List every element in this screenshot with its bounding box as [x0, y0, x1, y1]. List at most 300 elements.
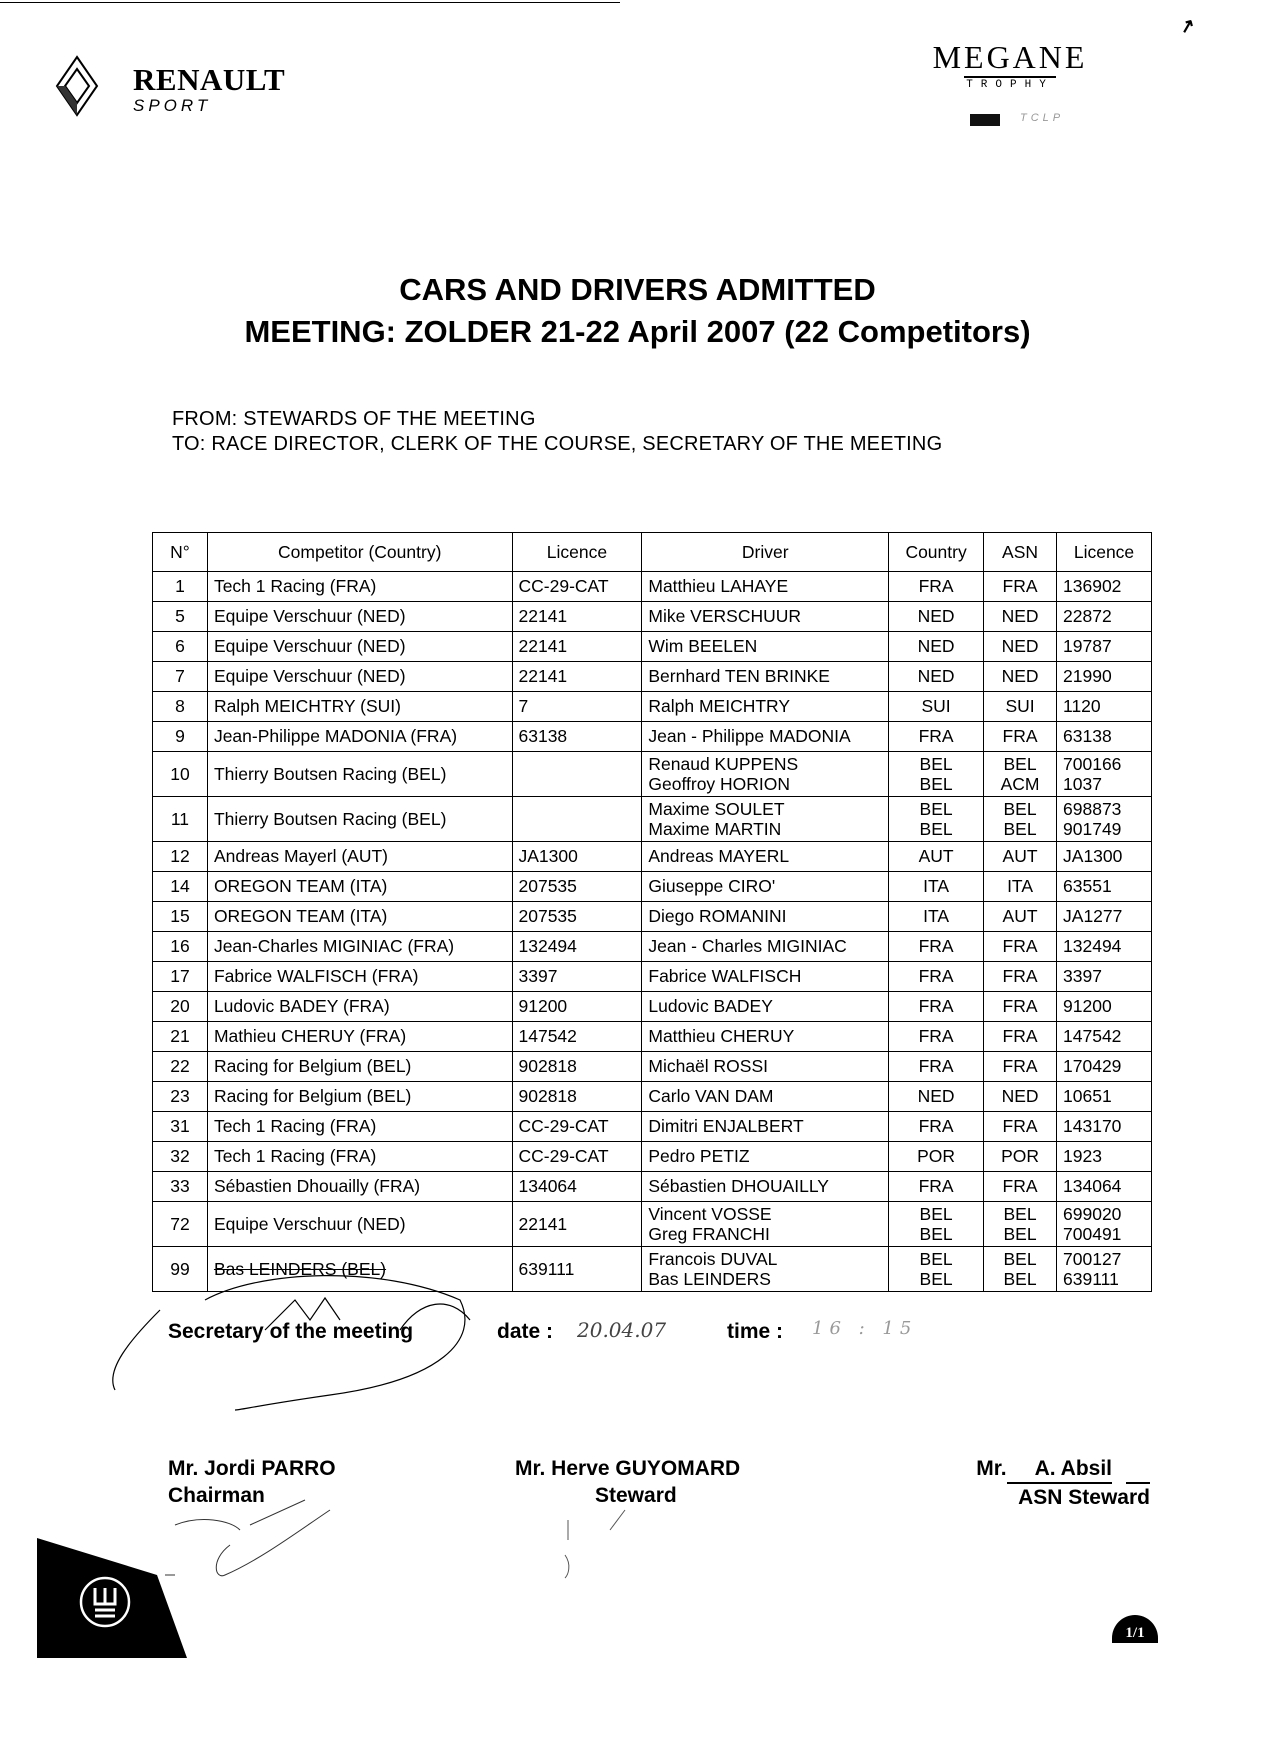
cell-number: 22 [153, 1052, 208, 1082]
cell-driver-licence [1057, 932, 1152, 962]
page-number-badge: 1/1 [1112, 1615, 1158, 1643]
cell-number: 99 [153, 1247, 208, 1292]
cell-country [889, 797, 984, 842]
cell-driver-line: Greg FRANCHI [648, 1224, 770, 1244]
cell-number: 17 [153, 962, 208, 992]
cell-country-line: BEL [919, 754, 953, 774]
cell-asn-line: FRA [1002, 726, 1038, 746]
cell-driver-licence [1057, 842, 1152, 872]
cell-competitor: Ralph MEICHTRY (SUI) [207, 692, 512, 722]
cell-country-line: BEL [919, 1204, 953, 1224]
cell-competitor: Jean-Philippe MADONIA (FRA) [207, 722, 512, 752]
cell-driver-line: Jean - Philippe MADONIA [648, 726, 851, 746]
cell-asn-line: AUT [1002, 846, 1038, 866]
cell-country-line: ITA [923, 876, 950, 896]
cell-asn-line: FRA [1002, 1056, 1038, 1076]
cell-driver-line: Diego ROMANINI [648, 906, 787, 926]
cell-country [889, 632, 984, 662]
cell-competitor-licence: CC-29-CAT [512, 1112, 642, 1142]
cell-asn [984, 902, 1057, 932]
signatory-role: ASN Steward [1018, 1486, 1150, 1509]
table-row [153, 797, 1152, 842]
signatory-name: Mr. Jordi PARRO [168, 1457, 336, 1480]
cell-driver-licence-line: 63138 [1063, 726, 1112, 746]
signatory-role: Steward [595, 1484, 677, 1507]
cell-driver [642, 992, 889, 1022]
cell-driver-licence [1057, 872, 1152, 902]
cell-competitor-licence: 3397 [512, 962, 642, 992]
cell-country-line: BEL [919, 1269, 953, 1289]
cell-driver-line: Renaud KUPPENS [648, 754, 799, 774]
cell-competitor-licence: 22141 [512, 632, 642, 662]
cell-driver-licence-line: 21990 [1063, 666, 1112, 686]
column-header-asn: ASN [984, 533, 1057, 572]
cell-country [889, 1172, 984, 1202]
table-row [153, 932, 1152, 962]
cell-driver-licence-line: 700127 [1063, 1249, 1122, 1269]
cell-country-line: FRA [918, 726, 954, 746]
cell-driver [642, 1082, 889, 1112]
cell-driver-line: Carlo VAN DAM [648, 1086, 774, 1106]
cell-asn [984, 572, 1057, 602]
cell-country-line: POR [917, 1146, 956, 1166]
cell-number: 8 [153, 692, 208, 722]
cell-driver-line: Geoffroy HORION [648, 774, 791, 794]
cell-asn-line: ACM [1000, 774, 1040, 794]
cell-driver-licence [1057, 1172, 1152, 1202]
renault-brand-text: RENAULT [133, 62, 286, 97]
signatory-role: Chairman [168, 1484, 265, 1507]
cell-driver [642, 692, 889, 722]
cell-asn-line: FRA [1002, 1026, 1038, 1046]
cell-country-line: FRA [918, 576, 954, 596]
cell-asn-line: NED [1001, 606, 1039, 626]
cell-country-line: NED [917, 606, 955, 626]
cell-asn-line: BEL [1003, 819, 1037, 839]
cell-driver-line: Fabrice WALFISCH [648, 966, 802, 986]
cell-driver-licence-line: 22872 [1063, 606, 1112, 626]
trophy-brand-text: TROPHY [964, 76, 1056, 92]
cell-driver-line: Mike VERSCHUUR [648, 606, 802, 626]
cell-driver-licence [1057, 992, 1152, 1022]
table-row [153, 752, 1152, 797]
table-row [153, 902, 1152, 932]
renault-diamond-icon [55, 55, 99, 117]
cell-country-line: SUI [921, 696, 951, 716]
to-line: TO: RACE DIRECTOR, CLERK OF THE COURSE, SECRETARY OF THE MEETING [172, 433, 943, 455]
cell-competitor-licence: CC-29-CAT [512, 572, 642, 602]
cell-competitor: Mathieu CHERUY (FRA) [207, 1022, 512, 1052]
cell-asn-line: BEL [1003, 754, 1037, 774]
table-row [153, 842, 1152, 872]
cell-country [889, 1112, 984, 1142]
cell-competitor-licence: CC-29-CAT [512, 1142, 642, 1172]
cell-asn-line: NED [1001, 666, 1039, 686]
sponsor-badge-icon [970, 114, 1000, 126]
cell-asn [984, 1172, 1057, 1202]
cell-asn-line: AUT [1002, 906, 1038, 926]
cell-asn [984, 602, 1057, 632]
column-header-country: Country [889, 533, 984, 572]
megane-trophy-logo [920, 40, 1100, 130]
blank-underline [1007, 1455, 1035, 1484]
cell-competitor: Bas LEINDERS (BEL) [207, 1247, 512, 1292]
cell-driver-licence-line: 698873 [1063, 799, 1122, 819]
cell-asn-line: FRA [1002, 936, 1038, 956]
ws-emblem-icon [37, 1538, 187, 1658]
table-row [153, 1112, 1152, 1142]
cell-driver-line: Giuseppe CIRO' [648, 876, 776, 896]
cell-driver-licence [1057, 1202, 1152, 1247]
cell-driver-licence-line: 1037 [1063, 774, 1102, 794]
cell-driver-licence [1057, 632, 1152, 662]
cell-competitor: Racing for Belgium (BEL) [207, 1052, 512, 1082]
cell-country-line: FRA [918, 996, 954, 1016]
cell-asn-line: BEL [1003, 1204, 1037, 1224]
column-header-driver-licence: Licence [1057, 533, 1152, 572]
cell-competitor: Tech 1 Racing (FRA) [207, 572, 512, 602]
cell-competitor-licence: 132494 [512, 932, 642, 962]
cell-asn [984, 662, 1057, 692]
table-row [153, 1022, 1152, 1052]
cell-driver-line: Michaël ROSSI [648, 1056, 768, 1076]
cell-driver-licence [1057, 752, 1152, 797]
cell-driver-licence-line: 143170 [1063, 1116, 1122, 1136]
cell-driver-licence-line: 700491 [1063, 1224, 1122, 1244]
signatory-steward [515, 1455, 740, 1509]
signatory-asn-steward [920, 1455, 1150, 1511]
cell-driver-licence-line: 1923 [1063, 1146, 1102, 1166]
cell-driver-licence-line: 901749 [1063, 819, 1122, 839]
cell-driver [642, 872, 889, 902]
sport-brand-text: SPORT [133, 96, 212, 115]
document-title: CARS AND DRIVERS ADMITTED [399, 272, 876, 307]
cell-country [889, 572, 984, 602]
cell-country [889, 1247, 984, 1292]
cell-country [889, 1022, 984, 1052]
cell-asn-line: POR [1001, 1146, 1039, 1166]
cell-driver-licence-line: 10651 [1063, 1086, 1112, 1106]
cell-number: 12 [153, 842, 208, 872]
cell-competitor-licence: 22141 [512, 662, 642, 692]
cell-country-line: AUT [918, 846, 954, 866]
cell-asn [984, 962, 1057, 992]
cell-driver [642, 662, 889, 692]
cell-competitor: Racing for Belgium (BEL) [207, 1082, 512, 1112]
cell-number: 10 [153, 752, 208, 797]
cell-driver-licence [1057, 962, 1152, 992]
cell-driver-licence-line: 147542 [1063, 1026, 1122, 1046]
cell-driver-licence-line: 19787 [1063, 636, 1112, 656]
table-row [153, 992, 1152, 1022]
cell-asn-line: FRA [1002, 1176, 1038, 1196]
cell-driver [642, 1112, 889, 1142]
cell-driver [642, 602, 889, 632]
cell-driver [642, 632, 889, 662]
cell-country [889, 872, 984, 902]
cell-asn-line: ITA [1007, 876, 1033, 896]
cell-number: 11 [153, 797, 208, 842]
cell-driver-licence-line: 699020 [1063, 1204, 1122, 1224]
cell-number: 20 [153, 992, 208, 1022]
cell-driver-licence [1057, 602, 1152, 632]
cell-driver [642, 962, 889, 992]
cell-competitor: Andreas Mayerl (AUT) [207, 842, 512, 872]
cell-competitor-licence: 147542 [512, 1022, 642, 1052]
cell-driver-licence [1057, 797, 1152, 842]
cell-number: 23 [153, 1082, 208, 1112]
cell-driver [642, 1142, 889, 1172]
cell-country-line: BEL [919, 799, 953, 819]
cell-country-line: NED [917, 1086, 955, 1106]
cell-country-line: NED [917, 636, 955, 656]
cell-driver-licence [1057, 692, 1152, 722]
cell-driver-licence-line: 91200 [1063, 996, 1112, 1016]
cell-driver-licence-line: 3397 [1063, 966, 1102, 986]
cell-competitor-licence: 22141 [512, 1202, 642, 1247]
cell-number: 5 [153, 602, 208, 632]
cell-asn [984, 1082, 1057, 1112]
table-row [153, 1082, 1152, 1112]
cell-driver [642, 842, 889, 872]
cell-competitor: Sébastien Dhouailly (FRA) [207, 1172, 512, 1202]
cell-country-line: ITA [923, 906, 950, 926]
cell-driver [642, 752, 889, 797]
cell-country-line: BEL [919, 1224, 953, 1244]
cell-competitor: Thierry Boutsen Racing (BEL) [207, 752, 512, 797]
cell-driver-licence [1057, 662, 1152, 692]
cell-country [889, 602, 984, 632]
signatory-chairman [168, 1455, 336, 1509]
cell-driver-licence-line: 132494 [1063, 936, 1122, 956]
cell-asn-line: FRA [1002, 1116, 1038, 1136]
steward-signature-scribble [565, 1510, 625, 1578]
cell-number: 31 [153, 1112, 208, 1142]
cell-competitor: Equipe Verschuur (NED) [207, 662, 512, 692]
cell-driver [642, 1022, 889, 1052]
cell-country-line: FRA [918, 936, 954, 956]
cell-asn [984, 722, 1057, 752]
cell-competitor-licence [512, 797, 642, 842]
cell-country-line: BEL [919, 1249, 953, 1269]
from-line: FROM: STEWARDS OF THE MEETING [172, 408, 536, 430]
cell-competitor-licence: 22141 [512, 602, 642, 632]
table-row [153, 692, 1152, 722]
table-row [153, 1202, 1152, 1247]
cell-country [889, 662, 984, 692]
cell-number: 16 [153, 932, 208, 962]
cell-driver-licence-line: 134064 [1063, 1176, 1122, 1196]
cell-driver-line: Ludovic BADEY [648, 996, 773, 1016]
cell-number: 1 [153, 572, 208, 602]
chairman-signature-scribble [165, 1500, 330, 1576]
cell-country [889, 992, 984, 1022]
cell-asn-line: BEL [1003, 799, 1037, 819]
cell-driver [642, 932, 889, 962]
cell-driver-line: Matthieu CHERUY [648, 1026, 795, 1046]
cell-competitor: Tech 1 Racing (FRA) [207, 1112, 512, 1142]
table-row [153, 1142, 1152, 1172]
meeting-subtitle: MEETING: ZOLDER 21-22 April 2007 (22 Competitors) [244, 314, 1031, 349]
cell-driver-line: Jean - Charles MIGINIAC [648, 936, 847, 956]
cell-driver-line: Andreas MAYERL [648, 846, 790, 866]
cell-competitor: OREGON TEAM (ITA) [207, 872, 512, 902]
scan-top-edge-line [0, 2, 620, 3]
cell-asn [984, 1247, 1057, 1292]
cell-competitor-licence [512, 752, 642, 797]
cell-asn [984, 1112, 1057, 1142]
cell-competitor-licence: 207535 [512, 872, 642, 902]
cell-number: 9 [153, 722, 208, 752]
date-label: date : [497, 1320, 554, 1343]
cell-competitor: OREGON TEAM (ITA) [207, 902, 512, 932]
cell-competitor: Thierry Boutsen Racing (BEL) [207, 797, 512, 842]
cell-driver [642, 1247, 889, 1292]
table-row [153, 1247, 1152, 1292]
cell-driver-licence [1057, 1247, 1152, 1292]
column-header-driver: Driver [642, 533, 889, 572]
cell-driver-licence [1057, 722, 1152, 752]
signatory-name-line [920, 1455, 1150, 1484]
cell-driver-line: Matthieu LAHAYE [648, 576, 789, 596]
cell-asn [984, 842, 1057, 872]
cell-driver-licence-line: 170429 [1063, 1056, 1122, 1076]
cell-driver-line: Maxime MARTIN [648, 819, 782, 839]
megane-brand-text: MEGANE [932, 39, 1088, 75]
cell-asn [984, 1052, 1057, 1082]
cell-driver-licence-line: 1120 [1063, 696, 1101, 716]
column-header-competitor-licence: Licence [512, 533, 642, 572]
time-value-handwritten: 16 : 15 [812, 1318, 918, 1339]
cell-driver-line: Wim BEELEN [648, 636, 758, 656]
cell-country [889, 722, 984, 752]
table-row [153, 1172, 1152, 1202]
cell-competitor: Ludovic BADEY (FRA) [207, 992, 512, 1022]
cell-competitor: Equipe Verschuur (NED) [207, 602, 512, 632]
cell-driver-line: Bas LEINDERS [648, 1269, 771, 1289]
cell-country-line: BEL [919, 774, 953, 794]
table-row [153, 722, 1152, 752]
cell-driver-licence-line: 700166 [1063, 754, 1122, 774]
admitted-drivers-table [152, 532, 1152, 1292]
cell-asn [984, 1202, 1057, 1247]
cell-number: 33 [153, 1172, 208, 1202]
cell-asn [984, 797, 1057, 842]
cell-number: 7 [153, 662, 208, 692]
footer-ws-logo [37, 1538, 187, 1658]
cell-driver [642, 572, 889, 602]
cell-competitor: Fabrice WALFISCH (FRA) [207, 962, 512, 992]
faint-sponsor-text: TCLP [1020, 112, 1065, 124]
cell-asn [984, 872, 1057, 902]
cell-competitor-licence: JA1300 [512, 842, 642, 872]
cell-country [889, 692, 984, 722]
table-row [153, 1052, 1152, 1082]
column-header-competitor: Competitor (Country) [207, 533, 512, 572]
signatory-name: Mr. Herve GUYOMARD [515, 1457, 741, 1480]
cell-driver-licence [1057, 1022, 1152, 1052]
cell-country [889, 962, 984, 992]
cell-competitor: Equipe Verschuur (NED) [207, 632, 512, 662]
table-row [153, 632, 1152, 662]
table-row [153, 662, 1152, 692]
cell-driver-licence-line: 136902 [1063, 576, 1122, 596]
column-header-number: N° [153, 533, 208, 572]
cell-country [889, 1082, 984, 1112]
cell-asn-line: BEL [1003, 1224, 1037, 1244]
cell-country-line: FRA [918, 1026, 954, 1046]
cell-asn [984, 932, 1057, 962]
cell-competitor-licence: 91200 [512, 992, 642, 1022]
cell-driver [642, 1202, 889, 1247]
cell-country-line: FRA [918, 1176, 954, 1196]
cell-driver-licence [1057, 1112, 1152, 1142]
corner-pen-mark-icon: ↗ [1177, 14, 1198, 38]
cell-country [889, 1142, 984, 1172]
cell-number: 15 [153, 902, 208, 932]
cell-number: 14 [153, 872, 208, 902]
cell-driver-licence [1057, 1082, 1152, 1112]
cell-asn-line: BEL [1003, 1269, 1037, 1289]
cell-country [889, 1052, 984, 1082]
cell-driver-line: Pedro PETIZ [648, 1146, 750, 1166]
cell-asn-line: NED [1001, 1086, 1039, 1106]
cell-number: 72 [153, 1202, 208, 1247]
cell-asn-line: SUI [1005, 696, 1035, 716]
cell-asn [984, 992, 1057, 1022]
cell-driver-licence-line: JA1300 [1063, 846, 1123, 866]
cell-driver-licence-line: JA1277 [1063, 906, 1123, 926]
cell-asn-line: BEL [1003, 1249, 1037, 1269]
cell-country [889, 932, 984, 962]
cell-driver-line: Maxime SOULET [648, 799, 785, 819]
cell-driver [642, 1052, 889, 1082]
cell-driver [642, 1172, 889, 1202]
cell-competitor: Jean-Charles MIGINIAC (FRA) [207, 932, 512, 962]
cell-number: 32 [153, 1142, 208, 1172]
cell-driver [642, 722, 889, 752]
cell-driver-line: Vincent VOSSE [648, 1204, 772, 1224]
cell-competitor: Tech 1 Racing (FRA) [207, 1142, 512, 1172]
cell-driver-licence [1057, 1142, 1152, 1172]
table-body [153, 572, 1152, 1292]
cell-asn-line: FRA [1002, 966, 1038, 986]
cell-competitor-licence: 207535 [512, 902, 642, 932]
cell-competitor-licence: 639111 [512, 1247, 642, 1292]
cell-competitor-licence: 63138 [512, 722, 642, 752]
cell-country [889, 842, 984, 872]
cell-number: 6 [153, 632, 208, 662]
cell-competitor: Equipe Verschuur (NED) [207, 1202, 512, 1247]
table-row [153, 962, 1152, 992]
time-label: time : [727, 1320, 784, 1343]
table-row [153, 602, 1152, 632]
cell-driver-licence-line: 639111 [1063, 1269, 1119, 1289]
signatory-name: A. Absil [1035, 1455, 1112, 1484]
cell-driver-line: Dimitri ENJALBERT [648, 1116, 804, 1136]
cell-asn-line: FRA [1002, 996, 1038, 1016]
cell-country-line: BEL [919, 819, 953, 839]
cell-country-line: FRA [918, 1056, 954, 1076]
date-value-handwritten: 20.04.07 [577, 1318, 667, 1342]
cell-number: 21 [153, 1022, 208, 1052]
renault-sport-logo [55, 50, 315, 120]
cell-driver-line: Bernhard TEN BRINKE [648, 666, 830, 686]
cell-driver [642, 902, 889, 932]
cell-competitor-licence: 902818 [512, 1052, 642, 1082]
cell-competitor-licence: 134064 [512, 1172, 642, 1202]
cell-driver-licence-line: 63551 [1063, 876, 1112, 896]
